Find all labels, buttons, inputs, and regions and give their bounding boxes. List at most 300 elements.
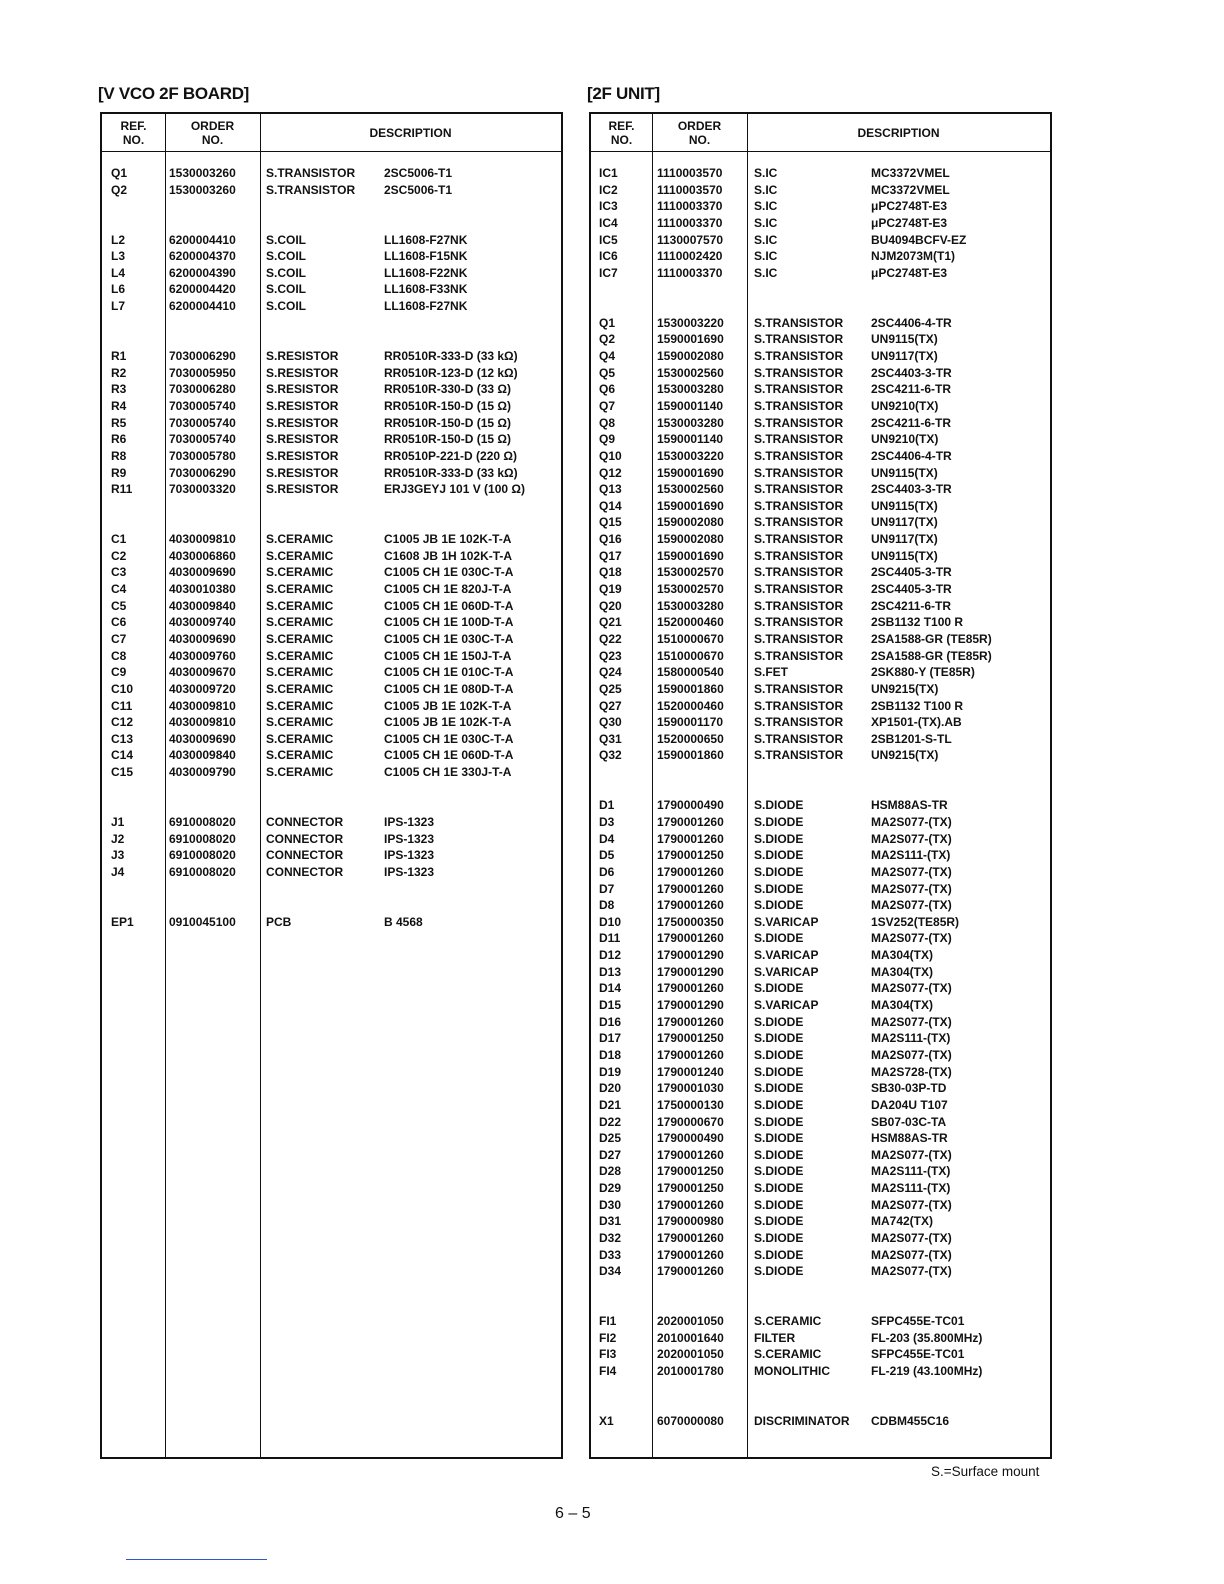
cell-order-no: 1790001030 [657, 1081, 724, 1096]
table-row [102, 814, 561, 831]
cell-order-no: 1530003280 [657, 598, 724, 613]
table-row [102, 681, 561, 698]
table-row [591, 914, 1050, 931]
cell-part-number: UN9115(TX) [871, 465, 938, 480]
cell-order-no: 4030009810 [169, 698, 236, 713]
cell-order-no: 1530003260 [169, 182, 236, 197]
cell-part-type: S.TRANSISTOR [754, 432, 844, 447]
cell-part-type: S.CERAMIC [266, 582, 334, 597]
cell-ref-no: D14 [599, 981, 622, 996]
cell-order-no: 1790001260 [657, 1047, 724, 1062]
cell-part-number: RR0510R-333-D (33 kΩ) [384, 465, 518, 480]
cell-order-no: 1530003280 [657, 415, 724, 430]
table-row [102, 281, 561, 298]
table-row [591, 1247, 1050, 1264]
cell-ref-no: Q5 [599, 365, 616, 380]
cell-order-no: 6200004410 [169, 232, 236, 247]
cell-ref-no: L3 [111, 249, 126, 264]
left-section-title: [V VCO 2F BOARD] [98, 84, 250, 103]
cell-order-no: 1790001260 [657, 1264, 724, 1279]
cell-part-number: MA304(TX) [871, 998, 934, 1013]
table-row [102, 598, 561, 615]
table-row [102, 864, 561, 881]
cell-part-number: UN9215(TX) [871, 681, 939, 696]
cell-ref-no: C14 [111, 748, 134, 763]
cell-part-number: μPC2748T-E3 [871, 199, 948, 214]
cell-ref-no: IC3 [599, 199, 618, 214]
cell-order-no: 7030006290 [169, 465, 236, 480]
table-row [591, 232, 1050, 249]
cell-part-type: S.RESISTOR [266, 398, 339, 413]
cell-part-number: C1005 CH 1E 150J-T-A [384, 648, 512, 663]
cell-part-number: RR0510R-150-D (15 Ω) [384, 415, 512, 430]
cell-order-no: 1790001290 [657, 998, 724, 1013]
cell-order-no: 1590001170 [657, 715, 724, 730]
cell-order-no: 1790000490 [657, 798, 724, 813]
cell-part-number: MA2S077-(TX) [871, 1247, 952, 1262]
cell-part-type: S.TRANSISTOR [266, 182, 356, 197]
cell-part-number: C1005 CH 1E 030C-T-A [384, 631, 514, 646]
header-ref-no: REF. NO. [608, 118, 635, 147]
cell-ref-no: J2 [111, 831, 125, 846]
table-row [591, 648, 1050, 665]
cell-part-type: S.TRANSISTOR [754, 615, 844, 630]
cell-order-no: 1590001860 [657, 681, 724, 696]
cell-order-no: 7030003320 [169, 482, 236, 497]
table-row [102, 831, 561, 848]
cell-part-number: XP1501-(TX).AB [871, 715, 962, 730]
cell-part-type: S.CERAMIC [266, 731, 334, 746]
right-parts-table [589, 112, 1052, 1459]
table-row [591, 348, 1050, 365]
cell-ref-no: D27 [599, 1147, 622, 1162]
cell-part-number: C1608 JB 1H 102K-T-A [384, 548, 513, 563]
cell-ref-no: D19 [599, 1064, 622, 1079]
table-row [591, 980, 1050, 997]
cell-part-type: S.DIODE [754, 1014, 804, 1029]
cell-part-number: MA2S111-(TX) [871, 1181, 951, 1196]
cell-order-no: 4030009690 [169, 565, 236, 580]
cell-order-no: 1790001260 [657, 981, 724, 996]
cell-part-type: S.CERAMIC [266, 598, 334, 613]
cell-ref-no: L7 [111, 299, 126, 314]
cell-order-no: 1580000540 [657, 665, 724, 680]
table-row [591, 1263, 1050, 1280]
cell-part-number: 2SC4405-3-TR [871, 582, 952, 597]
table-row [102, 731, 561, 748]
cell-order-no: 1510000670 [657, 631, 724, 646]
cell-ref-no: FI3 [599, 1347, 617, 1362]
table-row [591, 947, 1050, 964]
cell-order-no: 1790001260 [657, 831, 724, 846]
cell-part-type: CONNECTOR [266, 814, 344, 829]
table-row [591, 897, 1050, 914]
cell-ref-no: FI2 [599, 1330, 617, 1345]
cell-ref-no: R11 [111, 482, 133, 497]
cell-order-no: 1790001260 [657, 864, 724, 879]
cell-ref-no: D29 [599, 1181, 622, 1196]
cell-part-number: LL1608-F15NK [384, 249, 468, 264]
cell-part-type: S.DIODE [754, 1181, 804, 1196]
cell-part-number: HSM88AS-TR [871, 798, 948, 813]
cell-ref-no: IC7 [599, 265, 618, 280]
cell-part-number: MA2S077-(TX) [871, 898, 952, 913]
cell-ref-no: R6 [111, 432, 127, 447]
table-row [591, 531, 1050, 548]
table-row [102, 265, 561, 282]
table-row [102, 365, 561, 382]
table-row [591, 1313, 1050, 1330]
cell-part-type: S.TRANSISTOR [754, 365, 844, 380]
cell-order-no: 1790001260 [657, 898, 724, 913]
cell-ref-no: C6 [111, 615, 127, 630]
cell-ref-no: C15 [111, 765, 134, 780]
cell-part-type: S.TRANSISTOR [754, 448, 844, 463]
table-row [591, 1180, 1050, 1197]
cell-part-number: MA2S077-(TX) [871, 1047, 952, 1062]
table-row [591, 631, 1050, 648]
table-row [591, 1330, 1050, 1347]
table-row [591, 581, 1050, 598]
cell-part-type: S.TRANSISTOR [754, 748, 844, 763]
cell-part-type: S.DIODE [754, 1081, 804, 1096]
cell-order-no: 1790001260 [657, 814, 724, 829]
cell-order-no: 1790000490 [657, 1131, 724, 1146]
table-row [102, 498, 561, 515]
cell-part-number: 2SC4403-3-TR [871, 482, 952, 497]
table-row [102, 631, 561, 648]
cell-order-no: 4030009670 [169, 665, 236, 680]
cell-part-type: S.TRANSISTOR [266, 166, 356, 180]
cell-ref-no: Q1 [599, 315, 616, 330]
table-row [591, 498, 1050, 515]
cell-ref-no: D15 [599, 998, 622, 1013]
cell-order-no: 1130007570 [657, 232, 724, 247]
cell-part-number: C1005 CH 1E 030C-T-A [384, 565, 514, 580]
cell-order-no: 4030006860 [169, 548, 236, 563]
cell-order-no: 7030005740 [169, 398, 236, 413]
cell-ref-no: Q22 [599, 631, 622, 646]
table-row [591, 1163, 1050, 1180]
cell-ref-no: Q12 [599, 465, 622, 480]
cell-part-number: UN9117(TX) [871, 532, 938, 547]
cell-ref-no: Q9 [599, 432, 616, 447]
cell-part-number: UN9215(TX) [871, 748, 939, 763]
cell-part-type: S.TRANSISTOR [754, 315, 844, 330]
cell-part-type: S.DIODE [754, 1247, 804, 1262]
cell-part-number: 2SC4405-3-TR [871, 565, 952, 580]
header-description: DESCRIPTION [369, 125, 452, 140]
cell-part-type: S.DIODE [754, 1264, 804, 1279]
table-row [591, 1097, 1050, 1114]
cell-order-no: 4030009810 [169, 715, 236, 730]
table-row [591, 1297, 1050, 1314]
cell-part-number: RR0510P-221-D (220 Ω) [384, 448, 518, 463]
cell-ref-no: Q15 [599, 515, 622, 530]
cell-part-number: RR0510R-330-D (33 Ω) [384, 382, 512, 397]
table-row [591, 381, 1050, 398]
table-row [591, 731, 1050, 748]
cell-ref-no: D31 [599, 1214, 622, 1229]
cell-part-number: MC3372VMEL [871, 166, 950, 180]
table-row [591, 714, 1050, 731]
cell-part-number: 2SB1132 T100 R [871, 698, 964, 713]
cell-part-number: UN9115(TX) [871, 498, 938, 513]
cell-order-no: 1790000670 [657, 1114, 724, 1129]
right-table-body [591, 165, 1050, 1430]
cell-part-type: S.COIL [266, 249, 307, 264]
cell-part-type: S.TRANSISTOR [754, 532, 844, 547]
cell-ref-no: D8 [599, 898, 615, 913]
cell-part-number: UN9210(TX) [871, 398, 939, 413]
cell-part-number: IPS-1323 [384, 848, 435, 863]
cell-part-type: S.DIODE [754, 1064, 804, 1079]
cell-order-no: 4030009760 [169, 648, 236, 663]
cell-order-no: 1590002080 [657, 515, 724, 530]
table-row [591, 1396, 1050, 1413]
cell-part-type: S.TRANSISTOR [754, 349, 844, 364]
cell-part-number: SFPC455E-TC01 [871, 1347, 965, 1362]
cell-part-number: MA2S077-(TX) [871, 1231, 952, 1245]
header-order-no: ORDER NO. [190, 118, 235, 147]
table-row [591, 764, 1050, 781]
cell-order-no: 7030005950 [169, 365, 236, 380]
header-ref-no: REF. NO. [120, 118, 147, 147]
cell-part-number: RR0510R-333-D (33 kΩ) [384, 349, 518, 364]
table-row [591, 814, 1050, 831]
cell-ref-no: Q30 [599, 715, 622, 730]
cell-part-type: FILTER [754, 1330, 796, 1345]
cell-order-no: 4030009840 [169, 748, 236, 763]
cell-order-no: 2020001050 [657, 1314, 724, 1329]
cell-part-number: LL1608-F27NK [384, 299, 468, 314]
cell-part-type: S.CERAMIC [266, 665, 334, 680]
cell-part-number: LL1608-F33NK [384, 282, 468, 297]
cell-ref-no: Q2 [111, 182, 128, 197]
cell-order-no: 1790001250 [657, 848, 724, 863]
cell-part-type: S.COIL [266, 265, 307, 280]
cell-order-no: 1790001250 [657, 1031, 724, 1046]
cell-part-type: MONOLITHIC [754, 1364, 830, 1379]
cell-order-no: 1590001860 [657, 748, 724, 763]
table-row [591, 614, 1050, 631]
table-row [591, 881, 1050, 898]
cell-part-number: MA304(TX) [871, 964, 934, 979]
cell-ref-no: C1 [111, 532, 127, 547]
cell-part-type: S.DIODE [754, 1097, 804, 1112]
cell-ref-no: Q23 [599, 648, 622, 663]
cell-order-no: 1590001690 [657, 498, 724, 513]
cell-part-type: S.CERAMIC [266, 715, 334, 730]
cell-order-no: 7030005780 [169, 448, 236, 463]
cell-ref-no: Q4 [599, 349, 616, 364]
cell-part-type: S.RESISTOR [266, 349, 339, 364]
cell-part-number: HSM88AS-TR [871, 1131, 948, 1146]
cell-order-no: 1590001690 [657, 465, 724, 480]
cell-ref-no: C13 [111, 731, 134, 746]
cell-order-no: 1510000670 [657, 648, 724, 663]
bottom-rule [126, 1559, 267, 1560]
cell-part-type: S.IC [754, 249, 778, 264]
table-row [102, 664, 561, 681]
cell-order-no: 1530003260 [169, 166, 236, 180]
cell-part-number: MA2S111-(TX) [871, 1031, 951, 1046]
cell-order-no: 4030009740 [169, 615, 236, 630]
cell-order-no: 1790001260 [657, 881, 724, 896]
cell-part-type: S.VARICAP [754, 998, 819, 1013]
cell-part-type: DISCRIMINATOR [754, 1414, 850, 1429]
table-row [591, 448, 1050, 465]
cell-part-type: S.TRANSISTOR [754, 565, 844, 580]
cell-ref-no: L4 [111, 265, 126, 280]
table-row [591, 1014, 1050, 1031]
table-row [591, 1147, 1050, 1164]
cell-part-number: UN9117(TX) [871, 349, 938, 364]
cell-part-number: MA2S077-(TX) [871, 1197, 952, 1212]
cell-part-type: S.DIODE [754, 1114, 804, 1129]
cell-ref-no: X1 [599, 1414, 614, 1429]
cell-part-number: MA2S111-(TX) [871, 848, 951, 863]
cell-ref-no: Q2 [599, 332, 616, 347]
cell-order-no: 1530002570 [657, 565, 724, 580]
table-row [591, 548, 1050, 565]
cell-part-number: MA2S077-(TX) [871, 1147, 952, 1162]
table-row [591, 1197, 1050, 1214]
cell-part-type: S.TRANSISTOR [754, 482, 844, 497]
cell-ref-no: D25 [599, 1131, 622, 1146]
cell-part-type: S.VARICAP [754, 948, 819, 963]
cell-part-number: 2SC4403-3-TR [871, 365, 952, 380]
cell-order-no: 1790001260 [657, 1197, 724, 1212]
table-row [591, 698, 1050, 715]
cell-order-no: 1590001140 [657, 398, 724, 413]
cell-ref-no: D5 [599, 848, 615, 863]
cell-order-no: 1750000130 [657, 1097, 724, 1112]
cell-ref-no: R4 [111, 398, 127, 413]
cell-part-type: S.DIODE [754, 981, 804, 996]
cell-part-type: S.IC [754, 232, 778, 247]
cell-ref-no: Q25 [599, 681, 622, 696]
cell-order-no: 4030010380 [169, 582, 236, 597]
table-row [591, 1080, 1050, 1097]
cell-part-number: C1005 CH 1E 030C-T-A [384, 731, 514, 746]
cell-part-number: 2SC4211-6-TR [871, 598, 952, 613]
cell-ref-no: Q32 [599, 748, 622, 763]
cell-ref-no: D11 [599, 931, 621, 946]
table-row [102, 648, 561, 665]
cell-ref-no: Q14 [599, 498, 622, 513]
cell-part-type: S.CERAMIC [266, 631, 334, 646]
cell-ref-no: R1 [111, 349, 127, 364]
cell-ref-no: D18 [599, 1047, 622, 1062]
table-row [102, 465, 561, 482]
cell-part-number: UN9115(TX) [871, 548, 938, 563]
cell-order-no: 6910008020 [169, 848, 236, 863]
table-row [591, 847, 1050, 864]
cell-part-type: S.DIODE [754, 1231, 804, 1245]
table-row [102, 182, 561, 199]
cell-order-no: 6070000080 [657, 1414, 724, 1429]
cell-part-number: MA2S077-(TX) [871, 864, 952, 879]
cell-ref-no: R2 [111, 365, 127, 380]
cell-order-no: 1590001690 [657, 332, 724, 347]
cell-order-no: 6910008020 [169, 814, 236, 829]
table-row [102, 415, 561, 432]
cell-order-no: 1110003570 [657, 166, 723, 180]
cell-part-type: S.TRANSISTOR [754, 731, 844, 746]
cell-order-no: 2020001050 [657, 1347, 724, 1362]
table-row [102, 914, 561, 931]
cell-part-number: UN9210(TX) [871, 432, 939, 447]
cell-part-type: S.TRANSISTOR [754, 715, 844, 730]
cell-part-type: S.TRANSISTOR [754, 498, 844, 513]
table-row [591, 165, 1050, 182]
cell-order-no: 1530002570 [657, 582, 724, 597]
cell-part-number: C1005 CH 1E 060D-T-A [384, 598, 514, 613]
table-row [591, 1114, 1050, 1131]
cell-part-number: C1005 CH 1E 080D-T-A [384, 681, 514, 696]
cell-ref-no: Q7 [599, 398, 616, 413]
cell-order-no: 7030005740 [169, 415, 236, 430]
cell-ref-no: D10 [599, 914, 622, 929]
cell-part-number: 2SC4211-6-TR [871, 415, 952, 430]
table-row [102, 714, 561, 731]
table-row [591, 681, 1050, 698]
left-parts-table [100, 112, 563, 1459]
cell-order-no: 1790001260 [657, 931, 724, 946]
cell-part-type: S.DIODE [754, 1197, 804, 1212]
cell-ref-no: Q18 [599, 565, 622, 580]
cell-order-no: 1590001140 [657, 432, 724, 447]
cell-order-no: 4030009840 [169, 598, 236, 613]
table-row [591, 198, 1050, 215]
table-row [102, 381, 561, 398]
table-row [102, 581, 561, 598]
cell-part-number: 2SC4406-4-TR [871, 315, 952, 330]
table-row [591, 481, 1050, 498]
table-row [591, 1047, 1050, 1064]
cell-part-number: MA2S077-(TX) [871, 931, 952, 946]
cell-part-type: S.TRANSISTOR [754, 698, 844, 713]
cell-ref-no: C4 [111, 582, 127, 597]
table-row [591, 1230, 1050, 1247]
cell-part-type: S.IC [754, 265, 778, 280]
cell-part-type: S.RESISTOR [266, 448, 339, 463]
table-row [591, 598, 1050, 615]
cell-part-type: S.RESISTOR [266, 482, 339, 497]
cell-order-no: 1110003370 [657, 199, 723, 214]
cell-ref-no: C7 [111, 631, 127, 646]
cell-part-type: S.TRANSISTOR [754, 681, 844, 696]
table-row [591, 1280, 1050, 1297]
cell-part-type: S.TRANSISTOR [754, 415, 844, 430]
cell-part-number: C1005 JB 1E 102K-T-A [384, 532, 512, 547]
cell-part-number: C1005 JB 1E 102K-T-A [384, 698, 512, 713]
cell-ref-no: L6 [111, 282, 126, 297]
cell-ref-no: D3 [599, 814, 615, 829]
cell-order-no: 1750000350 [657, 914, 724, 929]
cell-order-no: 6200004420 [169, 282, 236, 297]
cell-order-no: 6200004370 [169, 249, 236, 264]
table-row [591, 1064, 1050, 1081]
cell-order-no: 1790001250 [657, 1164, 724, 1179]
cell-ref-no: J4 [111, 864, 125, 879]
cell-part-number: 2SC4211-6-TR [871, 382, 952, 397]
cell-part-type: S.TRANSISTOR [754, 382, 844, 397]
cell-part-number: LL1608-F27NK [384, 232, 468, 247]
cell-part-type: S.CERAMIC [266, 565, 334, 580]
cell-part-type: S.RESISTOR [266, 365, 339, 380]
